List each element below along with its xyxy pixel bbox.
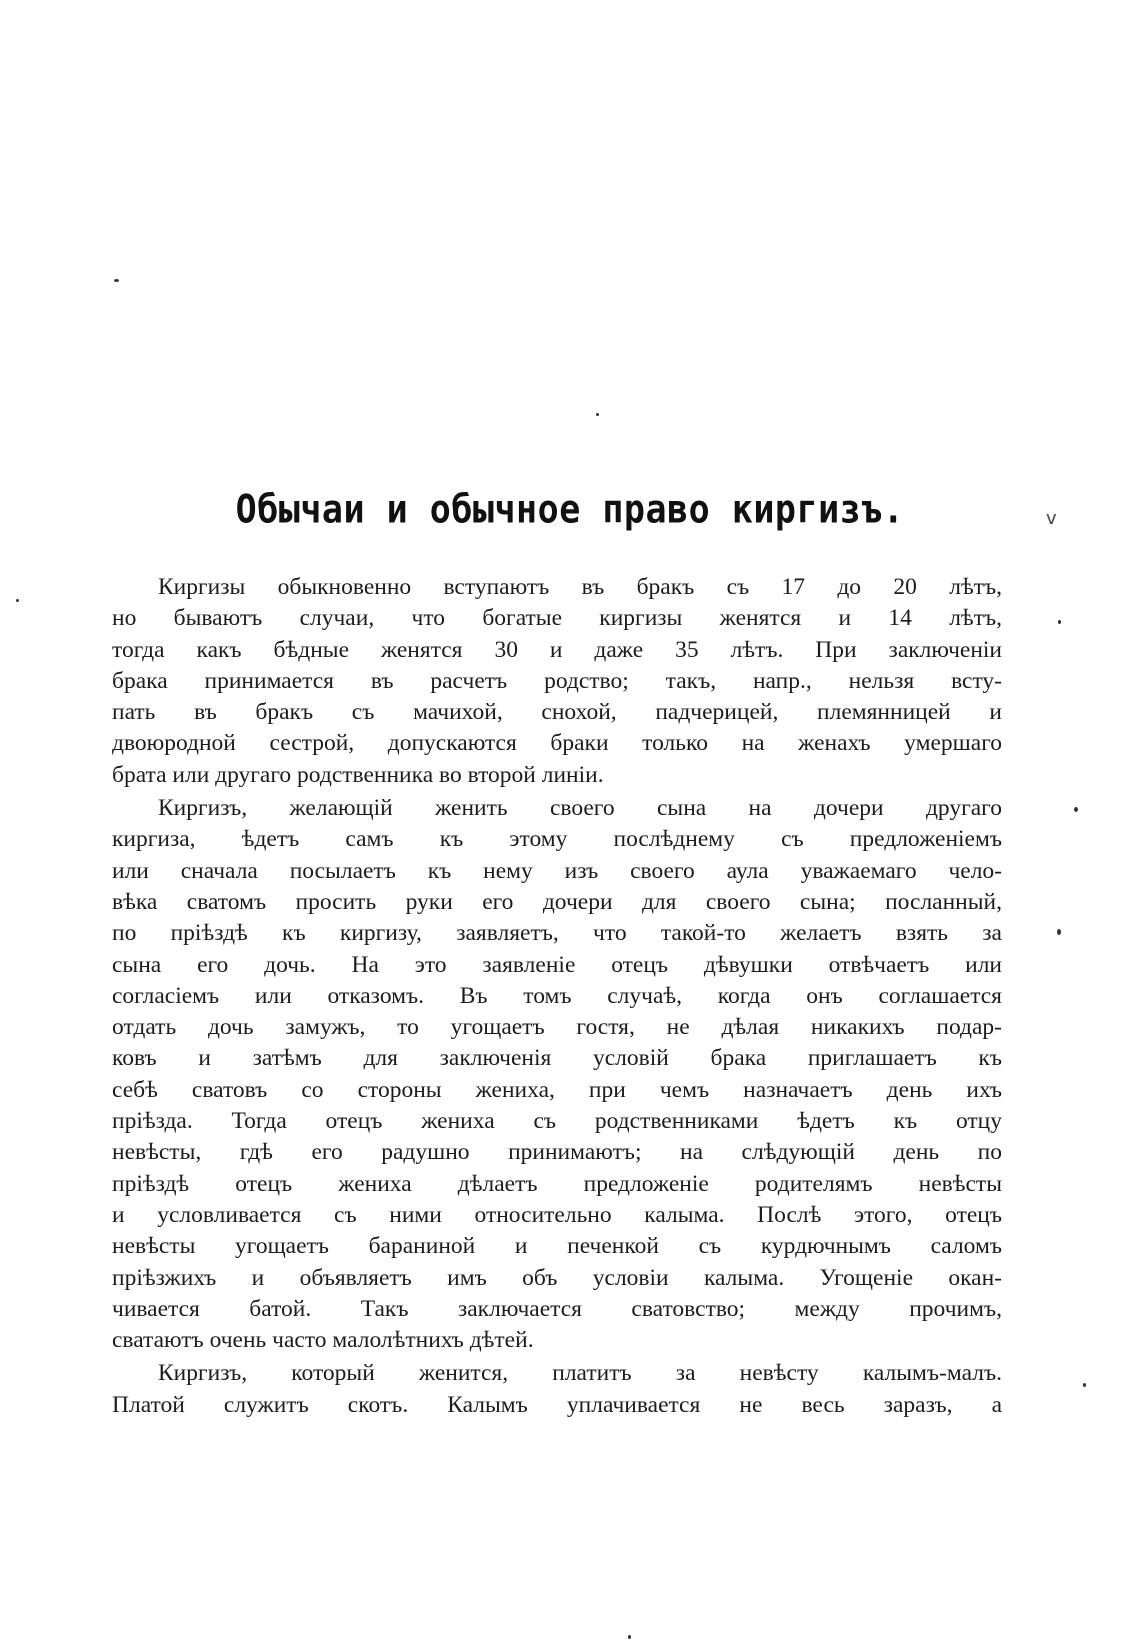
scan-speck (596, 413, 599, 416)
scan-speck (16, 599, 19, 602)
text-line: и условливается съ ними относительно калыма. Послѣ этого, отецъ (112, 1201, 1002, 1228)
paragraph-2 (112, 793, 1002, 1356)
margin-mark: v (1046, 508, 1057, 529)
text-line: невѣсты угощаетъ бараниной и печенкой съ курдючнымъ саломъ (112, 1233, 1002, 1260)
text-line: себѣ сватовъ со стороны жениха, при чемъ назначаетъ день ихъ (112, 1076, 1002, 1103)
text-line: сына его дочь. На это заявленіе отецъ дѣвушки отвѣчаетъ или (112, 951, 1002, 978)
text-line: вѣка сватомъ просить руки его дочери для своего сына; посланный, (112, 888, 1002, 915)
text-line: двоюродной сестрой, допускаются браки только на женахъ умершаго (112, 730, 1002, 757)
paragraph-1 (112, 572, 1002, 791)
text-line: брата или другаго родственника во второй линіи. (112, 761, 604, 788)
text-line: согласіемъ или отказомъ. Въ томъ случаѣ, когда онъ соглашается (112, 982, 1002, 1009)
text-line: брака принимается въ расчетъ родство; такъ, напр., нельзя всту- (112, 667, 1002, 694)
body-text (112, 572, 1002, 1423)
text-line: ковъ и затѣмъ для заключенія условій брака приглашаетъ къ (112, 1045, 1002, 1072)
text-line: пать въ бракъ съ мачихой, снохой, падчерицей, племянницей и (112, 699, 1002, 726)
text-line: тогда какъ бѣдные женятся 30 и даже 35 лѣтъ. При заключеніи (112, 636, 1002, 663)
scan-speck (1058, 620, 1061, 624)
text-line: пріѣзжихъ и объявляетъ имъ объ условіи калыма. Угощеніе окан- (112, 1264, 1002, 1291)
scan-speck (1074, 807, 1078, 812)
text-line: Киргизъ, который женится, платитъ за невѣсту калымъ-малъ. (158, 1360, 1002, 1387)
text-line: пріѣздѣ отецъ жениха дѣлаетъ предложеніе родителямъ невѣсты (112, 1170, 1002, 1197)
text-line: или сначала посылаетъ къ нему изъ своего аула уважаемаго чело- (112, 857, 1002, 884)
text-line: Платой служитъ скотъ. Калымъ уплачивается не весь заразъ, а (112, 1391, 1002, 1418)
text-line: киргиза, ѣдетъ самъ къ этому послѣднему съ предложеніемъ (112, 826, 1002, 853)
text-line: отдать дочь замужъ, то угощаетъ гостя, не дѣлая никакихъ подар- (112, 1014, 1002, 1041)
text-line: чивается батой. Такъ заключается сватовство; между прочимъ, (112, 1295, 1002, 1322)
text-line: по пріѣздѣ къ киргизу, заявляетъ, что такой-то желаетъ взять за (112, 920, 1002, 947)
text-line: пріѣзда. Тогда отецъ жениха съ родственниками ѣдетъ къ отцу (112, 1108, 1002, 1135)
scan-speck (1057, 929, 1061, 935)
scan-speck (1083, 1383, 1086, 1387)
scan-speck (628, 1635, 631, 1639)
text-line: но бываютъ случаи, что богатые киргизы женятся и 14 лѣтъ, (112, 605, 1002, 632)
page-title: Обычаи и обычное право киргизъ. (235, 488, 905, 533)
scan-speck (114, 279, 119, 282)
text-line: Киргизъ, желающій женить своего сына на дочери другаго (158, 795, 1002, 822)
paragraph-3 (112, 1358, 1002, 1421)
text-line: невѣсты, гдѣ его радушно принимаютъ; на слѣдующій день по (112, 1139, 1002, 1166)
text-line: сватаютъ очень часто малолѣтнихъ дѣтей. (112, 1327, 534, 1354)
text-line: Киргизы обыкновенно вступаютъ въ бракъ съ 17 до 20 лѣтъ, (158, 574, 1002, 600)
